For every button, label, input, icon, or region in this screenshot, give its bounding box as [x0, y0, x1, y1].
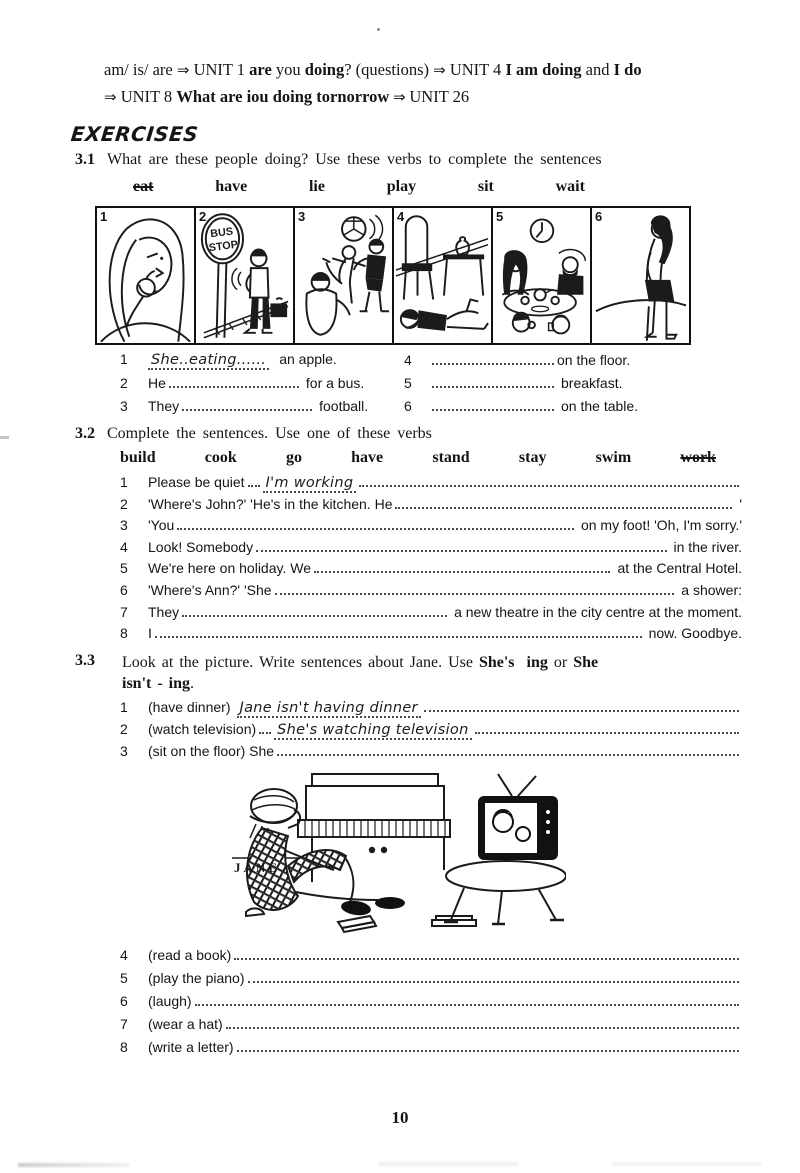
item-text: 'You	[148, 517, 175, 534]
item-row	[120, 495, 742, 517]
panel-4-lying-on-floor	[394, 208, 493, 343]
panel-3-illustration	[295, 208, 392, 343]
unit-reference-line-1	[104, 57, 764, 84]
item-text: in the river.	[673, 538, 742, 555]
exercise-3-3-items-4-8	[120, 946, 742, 1061]
header-text: UNIT 4	[445, 60, 506, 79]
item-row	[120, 992, 742, 1015]
item-row	[120, 698, 742, 720]
panel-number: 6	[595, 209, 603, 224]
exercise-number: 3.1	[75, 151, 95, 168]
header-text: you	[275, 60, 305, 79]
bus-sign-text-bus: BUS	[209, 225, 234, 241]
bus-sign-text-stop: STOP	[208, 238, 239, 255]
handwritten-answer[interactable]: I'm working	[263, 475, 357, 493]
answer-blank[interactable]	[277, 742, 739, 756]
answer-blank[interactable]	[248, 969, 739, 983]
item-number: 5	[120, 970, 128, 986]
item-row	[120, 969, 742, 992]
item-text: on the table.	[561, 398, 639, 414]
exercise-instruction: What are these people doing? Use these verbs to complete the sentences	[107, 151, 602, 168]
panel-1-illustration	[97, 208, 194, 343]
verb-sit: sit	[477, 178, 494, 195]
picture-strip	[95, 206, 691, 345]
answer-blank[interactable]	[237, 1038, 739, 1052]
answer-blank[interactable]	[248, 473, 260, 487]
item-row	[120, 720, 742, 742]
panel-number: 2	[199, 209, 207, 224]
answer-blank[interactable]	[475, 720, 739, 734]
answer-blank[interactable]	[314, 559, 611, 573]
item-row	[120, 1038, 742, 1061]
panel-6-illustration	[592, 208, 689, 343]
exercise-instruction: Complete the sentences. Use one of these verbs	[107, 425, 432, 442]
verb-go: go	[285, 449, 302, 466]
answer-blank[interactable]	[195, 992, 739, 1006]
item-text: They	[148, 398, 180, 414]
item-row	[404, 397, 732, 420]
answer-blank[interactable]	[226, 1015, 739, 1029]
item-number: 1	[120, 474, 128, 490]
exercise-3-2-verb-list	[120, 449, 716, 467]
handwritten-answer[interactable]: She..eating......	[148, 352, 269, 370]
answer-blank[interactable]	[169, 374, 299, 388]
item-row	[120, 374, 388, 397]
item-text: on my foot! 'Oh, I'm sorry.'	[580, 517, 742, 534]
verb-build: build	[120, 449, 156, 466]
panel-5-illustration	[493, 208, 590, 343]
header-text-bold: doing	[304, 60, 345, 79]
item-prompt: (play the piano)	[148, 970, 245, 986]
instruction-bold: She's ing	[478, 654, 548, 671]
header-text: and	[581, 60, 614, 79]
item-text: 'Where's John?' 'He's in the kitchen. He	[148, 495, 393, 512]
answer-blank[interactable]	[259, 720, 271, 734]
item-prompt: (watch television)	[148, 721, 257, 737]
verb-have: have	[215, 178, 248, 195]
exercises-heading: EXERCISES	[69, 122, 200, 146]
instruction-text: Look at the picture. Write sentences about Jane. Use	[122, 654, 479, 671]
item-number: 3	[120, 743, 128, 759]
verb-play: play	[386, 178, 417, 195]
header-text: UNIT 26	[409, 87, 470, 106]
item-text: I	[148, 625, 152, 642]
answer-blank[interactable]	[395, 495, 732, 509]
exercise-3-3-header	[75, 652, 598, 694]
exercise-instruction	[122, 652, 598, 694]
header-text: UNIT 1	[189, 60, 250, 79]
scan-smudge	[18, 1163, 130, 1167]
item-row	[404, 351, 732, 374]
item-number: 1	[120, 351, 128, 367]
item-text: a shower:	[681, 581, 742, 598]
answer-blank[interactable]	[234, 946, 739, 960]
item-number: 6	[120, 581, 128, 598]
double-arrow-icon: ⇒	[389, 90, 410, 106]
unit-reference-line-2	[104, 84, 764, 111]
answer-blank[interactable]	[359, 473, 739, 487]
verb-have: have	[351, 449, 384, 466]
exercise-number: 3.3	[75, 652, 95, 669]
instruction-text: or	[547, 654, 574, 671]
header-text: am/ is/ are	[104, 60, 177, 79]
item-text: Please be quiet	[148, 474, 245, 490]
answer-blank[interactable]	[275, 581, 675, 595]
item-text: Look! Somebody	[148, 538, 254, 555]
panel-number: 4	[397, 209, 405, 224]
exercise-3-1-header	[75, 151, 602, 169]
answer-blank[interactable]	[177, 516, 574, 530]
answer-blank[interactable]	[432, 374, 554, 388]
item-prompt: (write a letter)	[148, 1039, 234, 1055]
verb-work-struck: work	[680, 449, 716, 466]
scan-smudge	[612, 1162, 762, 1166]
header-text-bold: What are iou doing tornorrow	[176, 87, 390, 106]
scan-fleck	[0, 436, 9, 439]
answer-blank[interactable]	[155, 624, 642, 638]
verb-eat-struck: eat	[133, 178, 154, 195]
item-number: 8	[120, 1039, 128, 1055]
item-text: They	[148, 603, 180, 620]
page-number: 10	[391, 1108, 409, 1127]
jane-illustration	[226, 770, 566, 940]
item-number: 8	[120, 625, 128, 642]
answer-blank[interactable]	[182, 397, 312, 411]
item-row	[120, 581, 742, 603]
exercise-3-3-items-1-3	[120, 698, 742, 764]
item-prompt: (have dinner)	[148, 699, 231, 715]
header-text-bold: I do	[613, 60, 642, 79]
item-number: 6	[404, 398, 412, 414]
item-number: 4	[120, 538, 128, 555]
jane-label: JANE	[234, 860, 280, 875]
item-number: 5	[120, 560, 128, 577]
item-row	[120, 538, 742, 560]
handwritten-answer[interactable]: Jane isn't having dinner	[237, 700, 421, 718]
panel-4-illustration	[394, 208, 491, 343]
panel-2-illustration	[196, 208, 293, 343]
item-row	[120, 516, 742, 538]
handwritten-answer[interactable]: She's watching television	[274, 722, 471, 740]
item-number: 2	[120, 495, 128, 512]
verb-swim: swim	[595, 449, 632, 466]
item-row	[120, 742, 742, 764]
item-prompt: (wear a hat)	[148, 1016, 223, 1032]
item-row	[120, 351, 388, 374]
item-text: on the floor.	[557, 352, 631, 368]
item-text: 'Where's Ann?' 'She	[148, 581, 272, 598]
header-text: UNIT 8	[116, 87, 177, 106]
item-row	[120, 624, 742, 646]
exercise-3-2-header	[75, 425, 432, 443]
item-number: 4	[404, 352, 412, 368]
verb-lie: lie	[308, 178, 325, 195]
panel-6-sitting-on-table	[592, 208, 689, 343]
panel-3-playing-football	[295, 208, 394, 343]
item-row	[120, 559, 742, 581]
exercise-3-1-verb-list	[133, 178, 585, 196]
header-text: ? (questions)	[344, 60, 434, 79]
item-row	[404, 374, 732, 397]
verb-cook: cook	[204, 449, 237, 466]
item-text: '	[739, 495, 742, 512]
answer-blank[interactable]	[424, 698, 739, 712]
item-number: 4	[120, 947, 128, 963]
header-text-bold: I am doing	[505, 60, 582, 79]
instruction-bold: She	[573, 654, 599, 671]
panel-number: 1	[100, 209, 108, 224]
item-text: football.	[319, 398, 369, 414]
item-row	[120, 473, 742, 495]
double-arrow-icon: ⇒	[104, 90, 117, 106]
item-row	[120, 946, 742, 969]
item-text: We're here on holiday. We	[148, 560, 311, 577]
panel-number: 5	[496, 209, 504, 224]
verb-wait: wait	[555, 178, 585, 195]
instruction-text: .	[190, 675, 195, 692]
item-number: 3	[120, 517, 128, 534]
item-number: 2	[120, 721, 128, 737]
item-row	[120, 1015, 742, 1038]
double-arrow-icon: ⇒	[433, 63, 446, 79]
answer-blank[interactable]	[256, 538, 666, 552]
item-prompt: (laugh)	[148, 993, 192, 1009]
items-left-column	[120, 351, 388, 420]
item-number: 6	[120, 993, 128, 1009]
item-row	[120, 603, 742, 625]
items-right-column	[404, 351, 732, 420]
exercise-number: 3.2	[75, 425, 95, 442]
answer-blank[interactable]	[432, 351, 554, 365]
item-text: at the Central Hotel.	[617, 560, 742, 577]
item-text: now. Goodbye.	[648, 625, 742, 642]
item-text: for a bus.	[305, 375, 365, 391]
answer-blank[interactable]	[182, 603, 447, 617]
verb-stay: stay	[518, 449, 547, 466]
item-text: He	[148, 375, 166, 391]
item-text: breakfast.	[561, 375, 623, 391]
item-number: 7	[120, 1016, 128, 1032]
instruction-bold: isn't - ing	[122, 675, 191, 692]
item-prompt: (read a book)	[148, 947, 232, 963]
scan-smudge	[378, 1162, 518, 1166]
item-text: a new theatre in the city centre at the moment.	[454, 603, 742, 620]
double-arrow-icon: ⇒	[176, 63, 190, 79]
exercise-3-1-items	[120, 351, 732, 420]
item-number: 2	[120, 375, 128, 391]
item-number: 1	[120, 699, 128, 715]
item-text: an apple.	[279, 351, 337, 367]
item-row	[120, 397, 388, 420]
panel-number: 3	[298, 209, 306, 224]
item-number: 3	[120, 398, 128, 414]
exercise-3-2-items	[120, 473, 742, 646]
header-text-bold: are	[249, 60, 276, 79]
panel-1-eating	[97, 208, 196, 343]
item-number: 5	[404, 375, 412, 391]
item-prompt: (sit on the floor) She	[148, 743, 275, 759]
item-number: 7	[120, 603, 128, 620]
verb-stand: stand	[432, 449, 470, 466]
panel-2-waiting-bus-stop	[196, 208, 295, 343]
answer-blank[interactable]	[432, 397, 554, 411]
panel-5-having-breakfast	[493, 208, 592, 343]
scan-fleck	[377, 28, 380, 31]
unit-reference-block	[104, 57, 764, 111]
